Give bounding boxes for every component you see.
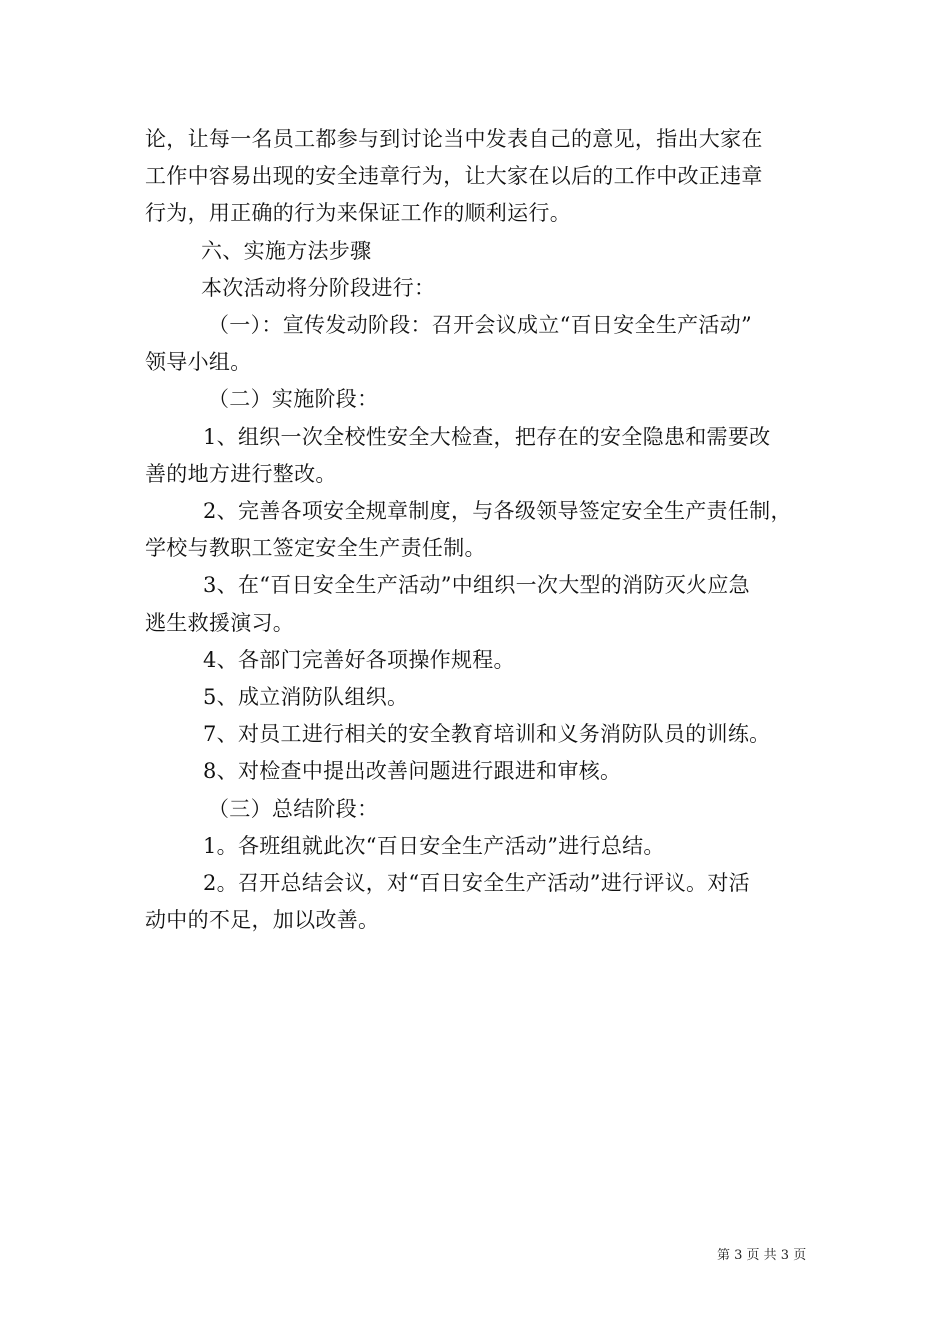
text-line: 论，让每一名员工都参与到讨论当中发表自己的意见，指出大家在 bbox=[145, 127, 763, 151]
text-line: （三）总结阶段： bbox=[208, 796, 379, 821]
text-line: 领导小组。 bbox=[145, 350, 252, 375]
document-body bbox=[145, 121, 825, 939]
paragraph-phases-intro bbox=[145, 270, 825, 307]
paragraph-step-7 bbox=[145, 716, 825, 753]
text-line: 动中的不足，加以改善。 bbox=[145, 908, 380, 933]
text-line: 8、对检查中提出改善问题进行跟进和审核。 bbox=[203, 759, 622, 784]
text-line: 本次活动将分阶段进行： bbox=[201, 275, 436, 300]
text-line: 7、对员工进行相关的安全教育培训和义务消防队员的训练。 bbox=[203, 722, 771, 747]
text-line: （一）：宣传发动阶段：召开会议成立“百日安全生产活动” bbox=[208, 313, 753, 338]
text-line: 逃生救援演习。 bbox=[145, 610, 295, 635]
paragraph-step-5 bbox=[145, 679, 825, 716]
paragraph-step-8 bbox=[145, 753, 825, 790]
text-line: 2、完善各项安全规章制度，与各级领导签定安全生产责任制， bbox=[203, 499, 792, 524]
text-line: （二）实施阶段： bbox=[208, 387, 379, 412]
paragraph-step-2 bbox=[145, 493, 825, 567]
paragraph-step-1 bbox=[145, 419, 825, 493]
text-line: 2。召开总结会议，对“百日安全生产活动”进行评议。对活 bbox=[203, 871, 750, 896]
text-line: 1。各班组就此次“百日安全生产活动”进行总结。 bbox=[203, 833, 665, 858]
text-line: 5、成立消防队组织。 bbox=[203, 685, 409, 710]
paragraph-phase-1 bbox=[145, 307, 825, 381]
heading-text: 六、实施方法步骤 bbox=[201, 238, 372, 263]
text-line: 善的地方进行整改。 bbox=[145, 461, 337, 486]
text-line: 行为，用正确的行为来保证工作的顺利运行。 bbox=[145, 201, 571, 226]
paragraph-continuation bbox=[145, 121, 825, 233]
paragraph-summary-2 bbox=[145, 865, 825, 939]
text-line: 1、组织一次全校性安全大检查，把存在的安全隐患和需要改 bbox=[203, 424, 771, 449]
page-number-footer: 第 3 页 共 3 页 bbox=[717, 1248, 807, 1263]
text-line: 3、在“百日安全生产活动”中组织一次大型的消防灭火应急 bbox=[203, 573, 750, 598]
section-heading-implementation-steps bbox=[145, 233, 825, 270]
paragraph-phase-2-heading bbox=[145, 381, 825, 418]
paragraph-summary-1 bbox=[145, 828, 825, 865]
paragraph-step-4 bbox=[145, 642, 825, 679]
text-line: 工作中容易出现的安全违章行为，让大家在以后的工作中改正违章 bbox=[145, 164, 763, 189]
paragraph-phase-3-heading bbox=[145, 791, 825, 828]
text-line: 4、各部门完善好各项操作规程。 bbox=[203, 647, 515, 672]
paragraph-step-3 bbox=[145, 567, 825, 641]
text-line: 学校与教职工签定安全生产责任制。 bbox=[145, 536, 486, 561]
